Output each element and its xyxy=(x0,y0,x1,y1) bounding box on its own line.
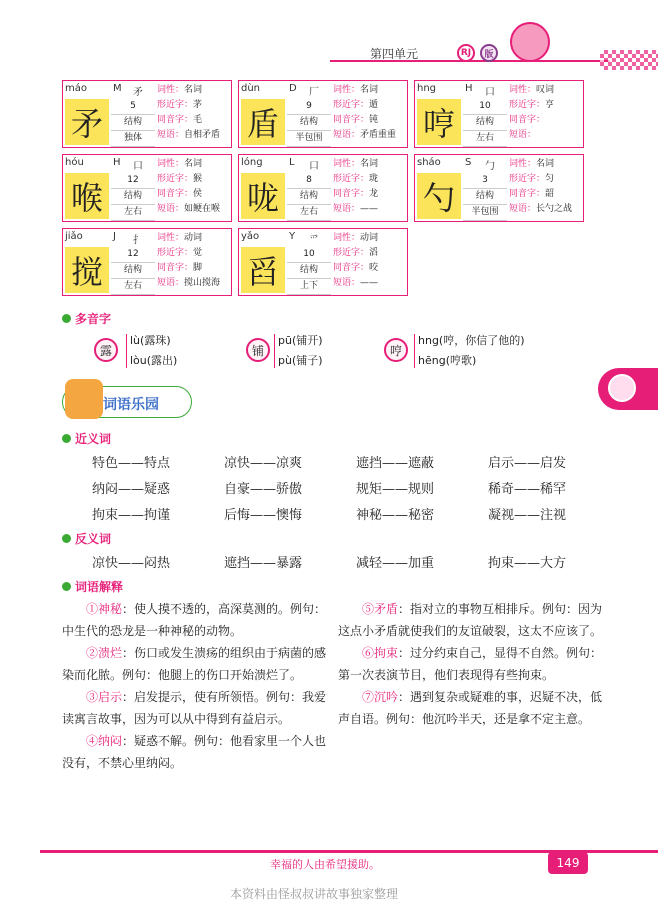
page-number: 149 xyxy=(548,852,588,874)
homophone: 韶 xyxy=(545,189,555,199)
homophone-label: 同音字： xyxy=(509,189,546,199)
stroke-count: 10 xyxy=(463,99,507,115)
structure-value: 半包围 xyxy=(463,205,507,221)
synonym-pair: 纳闷——疑惑 xyxy=(92,482,171,497)
reading-1: pū(铺开) xyxy=(278,334,323,347)
polyphone-item xyxy=(246,332,376,372)
phrase: —— xyxy=(360,278,379,288)
char-card xyxy=(238,154,408,222)
synonym-pair: 特色——特点 xyxy=(92,456,171,471)
phrase-label: 短语： xyxy=(509,204,537,214)
radical: 口 xyxy=(485,87,495,98)
kid-reading-icon xyxy=(65,379,103,419)
part-of-speech: 名词 xyxy=(536,159,555,169)
homophone: 咬 xyxy=(369,263,379,273)
char-card xyxy=(238,80,408,148)
polyphone-item xyxy=(94,332,234,372)
char-card xyxy=(62,154,232,222)
synonym-pair: 遮挡——遮蔽 xyxy=(356,456,435,471)
structure-value: 左右 xyxy=(111,279,155,295)
similar-label: 形近字： xyxy=(157,248,194,258)
banner-title: 词语乐园 xyxy=(103,397,159,413)
character: 舀 xyxy=(241,247,285,293)
structure-label: 结构 xyxy=(111,115,155,131)
antonym-pair: 凉快——闷热 xyxy=(92,556,171,571)
structure-label: 结构 xyxy=(111,263,155,279)
homophone: 龙 xyxy=(369,189,379,199)
part-of-speech: 名词 xyxy=(184,159,203,169)
similar-char: 珑 xyxy=(369,174,379,184)
synonym-pair: 稀奇——稀罕 xyxy=(488,482,567,497)
pos-label: 词性： xyxy=(157,85,185,95)
char-card xyxy=(238,228,408,296)
similar-label: 形近字： xyxy=(157,174,194,184)
similar-label: 形近字： xyxy=(509,100,546,110)
capital-letter: S xyxy=(465,157,472,168)
unit-title: 第四单元 xyxy=(370,47,419,61)
stroke-count: 5 xyxy=(111,99,155,115)
antonym-pair: 减轻——加重 xyxy=(356,556,435,571)
structure-label: 结构 xyxy=(287,189,331,205)
homophone-label: 同音字： xyxy=(157,189,194,199)
similar-char: 猴 xyxy=(193,174,203,184)
section-explanations: 词语解释 xyxy=(62,578,123,595)
pinyin: yǎo xyxy=(241,231,260,242)
synonym-pair: 自豪——骄傲 xyxy=(224,482,303,497)
similar-label: 形近字： xyxy=(333,174,370,184)
structure-label: 结构 xyxy=(111,189,155,205)
similar-label: 形近字： xyxy=(333,248,370,258)
character: 勺 xyxy=(417,173,461,219)
pos-label: 词性： xyxy=(157,159,185,169)
stroke-count: 8 xyxy=(287,173,331,189)
radical: 厂 xyxy=(309,87,319,98)
word-garden-banner xyxy=(62,386,192,418)
mascot-icon xyxy=(510,22,550,62)
char-card xyxy=(62,80,232,148)
polyphone-char: 铺 xyxy=(246,338,270,362)
pinyin: máo xyxy=(65,83,87,94)
synonym-pair: 凉快——凉爽 xyxy=(224,456,303,471)
pos-label: 词性： xyxy=(509,159,537,169)
similar-char: 匀 xyxy=(545,174,555,184)
structure-value: 上下 xyxy=(287,279,331,295)
character: 咙 xyxy=(241,173,285,219)
capital-letter: M xyxy=(113,83,122,94)
radical: 爫 xyxy=(309,235,319,246)
homophone: 侯 xyxy=(193,189,203,199)
pinyin: lóng xyxy=(241,157,263,168)
radical: 扌 xyxy=(133,235,143,246)
pinyin: sháo xyxy=(417,157,441,168)
stroke-count: 10 xyxy=(287,247,331,263)
pos-label: 词性： xyxy=(333,159,361,169)
pinyin: jiǎo xyxy=(65,231,83,242)
phrase: 搅山搅海 xyxy=(184,278,221,288)
phrase: 矛盾重重 xyxy=(360,130,397,140)
pos-label: 词性： xyxy=(333,85,361,95)
section-antonyms: 反义词 xyxy=(62,530,111,547)
part-of-speech: 名词 xyxy=(360,159,379,169)
radical: 勹 xyxy=(485,161,495,172)
credit-line: 本资料由怪叔叔讲故事独家整理 xyxy=(230,887,399,901)
character: 搅 xyxy=(65,247,109,293)
edition-badge: 版 xyxy=(480,44,498,62)
similar-char: 滔 xyxy=(369,248,379,258)
phrase-label: 短语： xyxy=(333,278,361,288)
stroke-count: 12 xyxy=(111,247,155,263)
structure-label: 结构 xyxy=(287,115,331,131)
character: 盾 xyxy=(241,99,285,145)
homophone-label: 同音字： xyxy=(509,115,546,125)
phrase-label: 短语： xyxy=(157,278,185,288)
structure-value: 半包围 xyxy=(287,131,331,147)
stroke-count: 3 xyxy=(463,173,507,189)
pinyin: hóu xyxy=(65,157,84,168)
footer-motto: 幸福的人由希望援助。 xyxy=(270,858,380,871)
pos-label: 词性： xyxy=(509,85,537,95)
rj-badge: RJ xyxy=(457,44,475,62)
structure-value: 左右 xyxy=(287,205,331,221)
mascot-face-icon xyxy=(608,374,636,402)
radical: 口 xyxy=(133,161,143,172)
polyphone-item xyxy=(384,332,584,372)
part-of-speech: 动词 xyxy=(360,233,379,243)
pos-label: 词性： xyxy=(333,233,361,243)
char-card xyxy=(414,154,584,222)
character: 喉 xyxy=(65,173,109,219)
phrase: 自相矛盾 xyxy=(184,130,221,140)
reading-2: lòu(露出) xyxy=(130,354,178,367)
pinyin: hng xyxy=(417,83,437,94)
phrase-label: 短语： xyxy=(333,130,361,140)
part-of-speech: 名词 xyxy=(360,85,379,95)
homophone-label: 同音字： xyxy=(157,115,194,125)
part-of-speech: 名词 xyxy=(184,85,203,95)
explanation-column-right: ⑤矛盾：指对立的事物互相排斥。例句：因为这点小矛盾就使我们的友谊破裂，这太不应该了。 ⑥拘束：过分约束自己，显得不自然。例句：第一次表演节目，他们表现得有些拘束。 ⑦沉吟：遇到复杂或疑难的事，迟疑不决，低声自语。例句：他沉吟半天，还是拿不定主意。 xyxy=(338,602,603,726)
part-of-speech: 叹词 xyxy=(536,85,555,95)
synonym-pair: 凝视——注视 xyxy=(488,508,567,523)
homophone: 脚 xyxy=(193,263,203,273)
homophone-label: 同音字： xyxy=(333,189,370,199)
homophone-label: 同音字： xyxy=(333,115,370,125)
phrase-label: 短语： xyxy=(509,130,537,140)
checker-decoration xyxy=(600,50,658,70)
homophone-label: 同音字： xyxy=(157,263,194,273)
homophone-label: 同音字： xyxy=(333,263,370,273)
char-card xyxy=(414,80,584,148)
structure-label: 结构 xyxy=(463,189,507,205)
capital-letter: D xyxy=(289,83,297,94)
capital-letter: L xyxy=(289,157,295,168)
structure-value: 独体 xyxy=(111,131,155,147)
phrase: 如鲠在喉 xyxy=(184,204,221,214)
explanation-column-left: ①神秘：使人摸不透的，高深莫测的。例句：中生代的恐龙是一种神秘的动物。 ②溃烂：伤口或发生溃疡的组织由于病菌的感染而化脓。例句：他腿上的伤口开始溃烂了。 ③启示：启发提示，使有所领悟。例句：我爱读寓言故事，因为可以从中得到有益启示。 ④纳闷：疑惑不解。例句：他看家里一个人也没有，不禁心里纳闷。 xyxy=(62,602,327,770)
homophone: 毛 xyxy=(193,115,203,125)
phrase-label: 短语： xyxy=(333,204,361,214)
structure-value: 左右 xyxy=(111,205,155,221)
phrase: —— xyxy=(360,204,379,214)
capital-letter: H xyxy=(113,157,121,168)
synonym-pair: 神秘——秘密 xyxy=(356,508,435,523)
homophone: 钝 xyxy=(369,115,379,125)
capital-letter: J xyxy=(113,231,116,242)
synonym-pair: 拘束——拘谨 xyxy=(92,508,171,523)
synonym-pair: 后悔——懊悔 xyxy=(224,508,303,523)
phrase-label: 短语： xyxy=(157,204,185,214)
reading-2: hēng(哼歌) xyxy=(418,354,477,367)
polyphone-char: 露 xyxy=(94,338,118,362)
section-synonyms: 近义词 xyxy=(62,430,111,447)
radical: 矛 xyxy=(133,87,143,98)
polyphone-char: 哼 xyxy=(384,338,408,362)
part-of-speech: 动词 xyxy=(184,233,203,243)
stroke-count: 12 xyxy=(111,173,155,189)
structure-label: 结构 xyxy=(287,263,331,279)
structure-label: 结构 xyxy=(463,115,507,131)
similar-char: 遁 xyxy=(369,100,379,110)
similar-char: 亨 xyxy=(545,100,555,110)
character: 矛 xyxy=(65,99,109,145)
synonym-pair: 启示——启发 xyxy=(488,456,567,471)
reading-1: lù(露珠) xyxy=(130,334,171,347)
side-tab xyxy=(598,368,658,410)
antonym-pair: 遮挡——暴露 xyxy=(224,556,303,571)
structure-value: 左右 xyxy=(463,131,507,147)
phrase: 长勺之战 xyxy=(536,204,573,214)
radical: 口 xyxy=(309,161,319,172)
char-card xyxy=(62,228,232,296)
capital-letter: Y xyxy=(289,231,296,242)
antonym-pair: 拘束——大方 xyxy=(488,556,567,571)
reading-2: pù(铺子) xyxy=(278,354,323,367)
pinyin: dùn xyxy=(241,83,261,94)
reading-1: hng(哼，你信了他的) xyxy=(418,334,525,347)
stroke-count: 9 xyxy=(287,99,331,115)
pos-label: 词性： xyxy=(157,233,185,243)
section-polyphone: 多音字 xyxy=(62,310,111,327)
similar-label: 形近字： xyxy=(333,100,370,110)
similar-label: 形近字： xyxy=(509,174,546,184)
similar-label: 形近字： xyxy=(157,100,194,110)
capital-letter: H xyxy=(465,83,473,94)
similar-char: 觉 xyxy=(193,248,203,258)
character: 哼 xyxy=(417,99,461,145)
synonym-pair: 规矩——规则 xyxy=(356,482,435,497)
phrase-label: 短语： xyxy=(157,130,185,140)
similar-char: 茅 xyxy=(193,100,203,110)
